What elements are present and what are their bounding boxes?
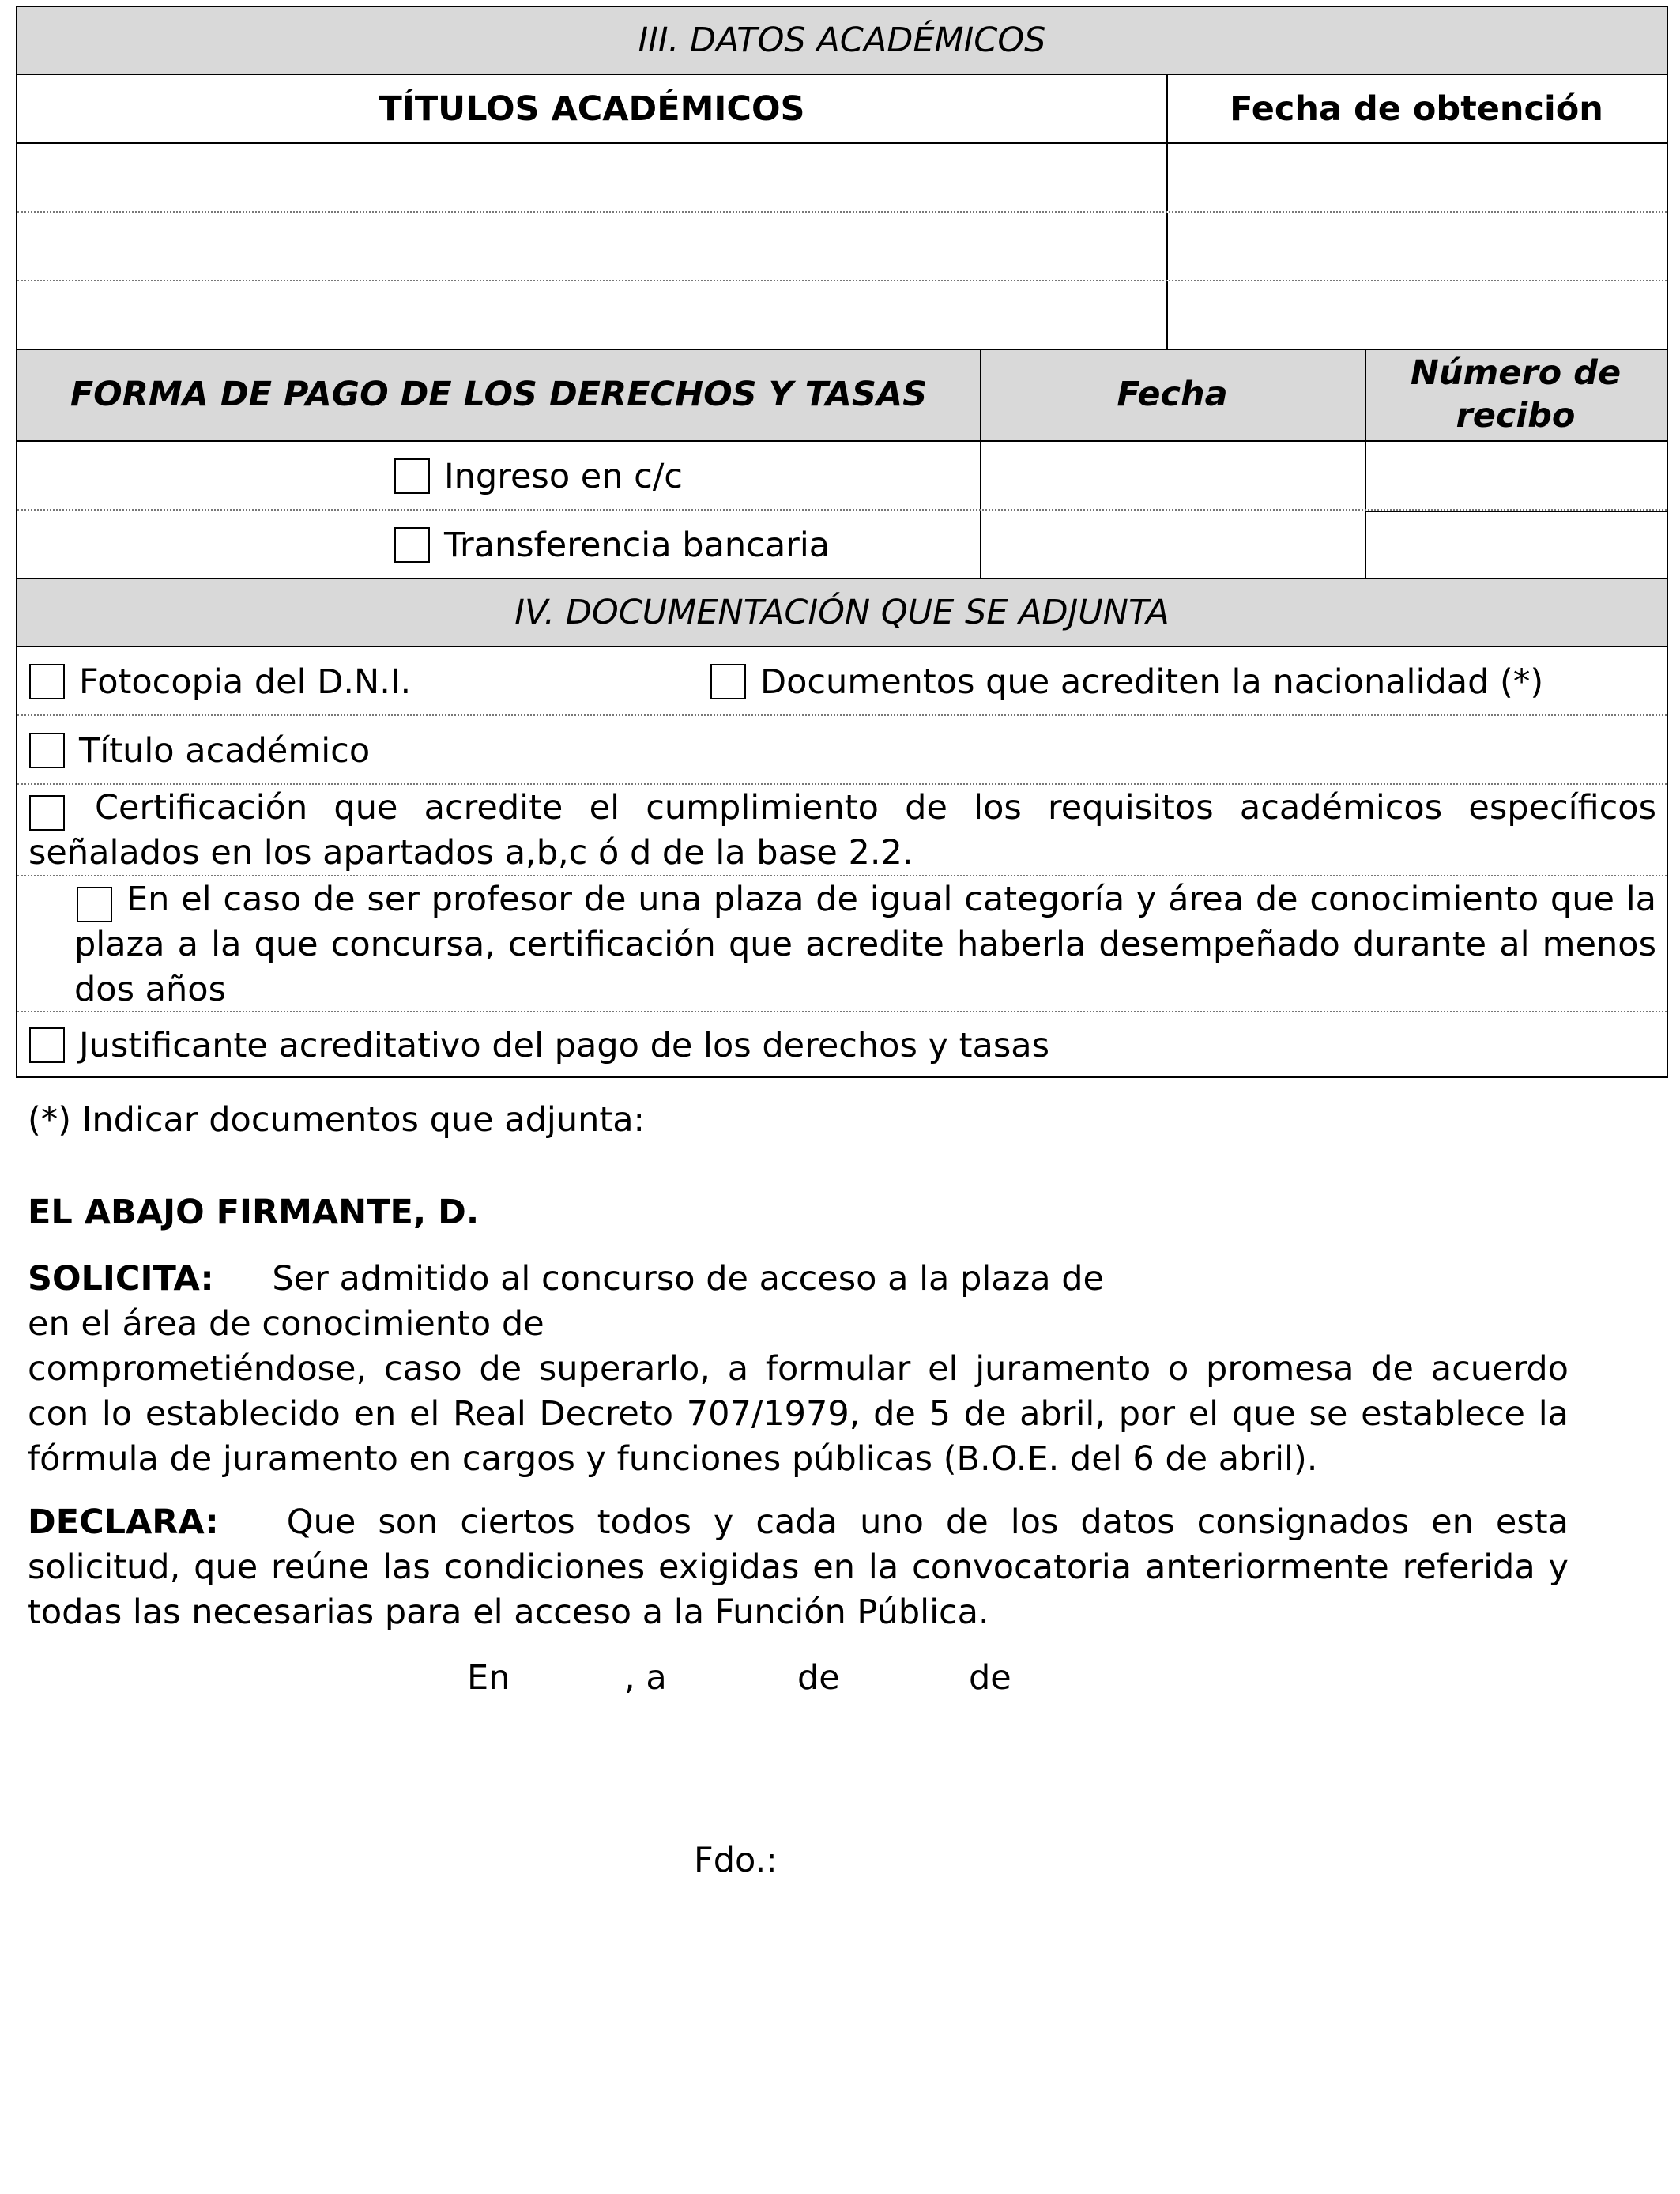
titulo-row-3[interactable]	[17, 281, 1667, 350]
ingreso-checkbox[interactable]	[394, 458, 430, 494]
dni-label: Fotocopia del D.N.I.	[79, 662, 412, 702]
nacionalidad-checkbox[interactable]	[710, 664, 746, 699]
solicita-text-2: en el área de conocimiento de	[28, 1304, 544, 1344]
doc-row-2	[17, 716, 1667, 785]
declara-label: DECLARA:	[28, 1502, 219, 1542]
ingreso-label: Ingreso en c/c	[444, 456, 683, 496]
payment-header-row	[17, 350, 1667, 442]
form-table	[16, 6, 1668, 1078]
titles-header-row	[17, 75, 1667, 144]
justificante-checkbox[interactable]	[29, 1027, 65, 1063]
payment-row-ingreso	[17, 442, 1667, 511]
doc-row-certificacion	[17, 785, 1667, 876]
ingreso-option[interactable]	[394, 442, 683, 511]
section-4-title: IV. DOCUMENTACIÓN QUE SE ADJUNTA	[17, 579, 1667, 647]
titulo-checkbox[interactable]	[29, 733, 65, 768]
date-de-2: de	[969, 1658, 1011, 1698]
justificante-option[interactable]	[29, 1012, 1049, 1078]
solicita-line-1	[28, 1257, 1104, 1302]
titulos-header: TÍTULOS ACADÉMICOS	[379, 89, 805, 129]
titulo-row-2[interactable]	[17, 213, 1667, 281]
nacionalidad-option[interactable]	[710, 647, 1543, 716]
titulo-option[interactable]	[29, 716, 370, 785]
numero-recibo-header: Número de recibo	[1410, 353, 1622, 435]
dni-checkbox[interactable]	[29, 664, 65, 699]
declara-body: Que son ciertos todos y cada uno de los datos consignados en esta solicitud, que reúne las condiciones exigidas en la convocatoria anteriormente referida y todas las necesarias para el acceso a la Función Pública.	[28, 1502, 1569, 1632]
nacionalidad-label: Documentos que acrediten la nacionalidad (*)	[760, 662, 1544, 702]
place-en: En	[467, 1658, 510, 1698]
solicita-text-1: Ser admitido al concurso de acceso a la plaza de	[272, 1259, 1104, 1299]
transferencia-option[interactable]	[394, 511, 830, 579]
forma-pago-header: FORMA DE PAGO DE LOS DERECHOS Y TASAS	[70, 375, 928, 415]
solicita-body: comprometiéndose, caso de superarlo, a formular el juramento o promesa de acuerdo con lo establecido en el Real Decreto 707/1979, de 5 de abril, por el que se establece la fórmula de juramento en cargos y funciones públicas (B.O.E. del 6 de abril).	[28, 1349, 1569, 1479]
doc-row-justificante	[17, 1012, 1667, 1078]
justificante-label: Justificante acreditativo del pago de los derechos y tasas	[79, 1025, 1050, 1065]
profesor-label: En el caso de ser profesor de una plaza de igual categoría y área de conocimiento que la plaza a la que concursa, certificación que acredite haberla desempeñado durante al menos dos años	[74, 880, 1656, 1009]
transferencia-label: Transferencia bancaria	[444, 525, 831, 565]
declara-paragraph	[28, 1500, 1569, 1635]
dni-option[interactable]	[29, 647, 411, 716]
doc-row-profesor	[17, 876, 1667, 1012]
signature-label: Fdo.:	[694, 1841, 778, 1880]
transferencia-checkbox[interactable]	[394, 527, 430, 563]
doc-row-1	[17, 647, 1667, 716]
fecha-obtencion-header: Fecha de obtención	[1230, 89, 1603, 129]
payment-row-transferencia	[17, 511, 1667, 579]
date-a: , a	[624, 1658, 667, 1698]
titulo-row-1[interactable]	[17, 144, 1667, 213]
titulo-label: Título académico	[79, 730, 371, 771]
firmante: EL ABAJO FIRMANTE, D.	[28, 1193, 480, 1232]
section-3-title: III. DATOS ACADÉMICOS	[17, 7, 1667, 75]
date-de-1: de	[797, 1658, 840, 1698]
solicita-label: SOLICITA:	[28, 1259, 214, 1299]
certificacion-label: Certificación que acredite el cumplimiento de los requisitos académicos específicos señalados en los apartados a,b,c ó d de la base 2.2.	[28, 788, 1656, 873]
fecha-header: Fecha	[1117, 375, 1228, 415]
footnote: (*) Indicar documentos que adjunta:	[28, 1100, 646, 1140]
